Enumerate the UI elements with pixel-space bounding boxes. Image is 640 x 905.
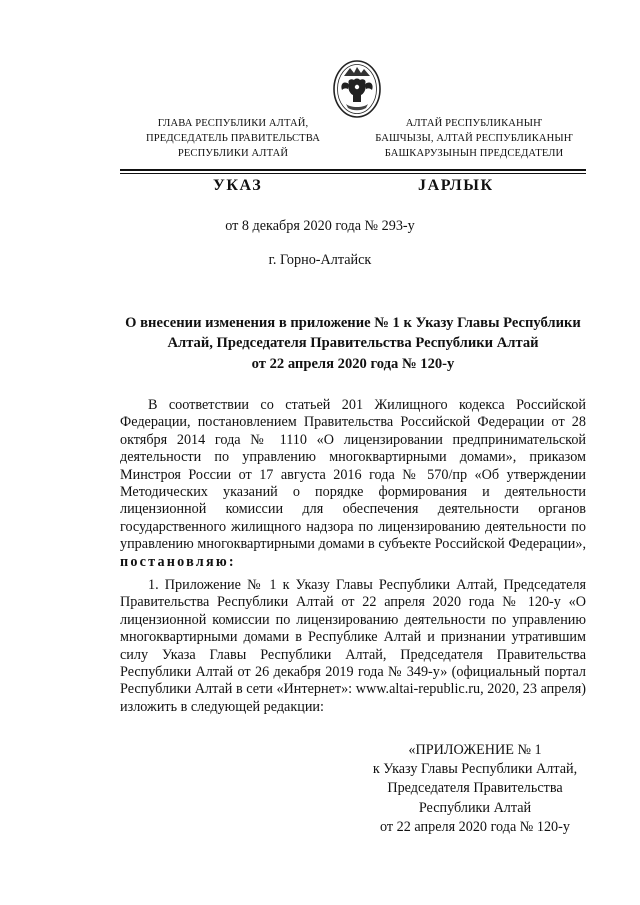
appendix-line-3: Председателя Правительства [387,780,563,797]
issuer-russian-line-2: ПРЕДСЕДАТЕЛЬ ПРАВИТЕЛЬСТВА [146,132,320,144]
appendix-line-1: «ПРИЛОЖЕНИЕ № 1 [408,742,542,758]
decree-place: г. Горно-Алтайск [268,252,372,268]
issuer-russian-line-3: РЕСПУБЛИКИ АЛТАЙ [177,147,289,159]
issuer-name-altai [356,117,592,161]
appendix-heading [352,741,598,837]
decree-title-line-3: от 22 апреля 2020 года № 120-у [251,355,455,372]
appendix-line-4: Республики Алтай [418,799,532,816]
issuer-name-russian [124,117,342,161]
header-divider-thin [120,173,586,174]
clause-1-paragraph [120,577,586,716]
decree-date-number: от 8 декабря 2020 года № 293-у [225,218,415,234]
appendix-line-2: к Указу Главы Республики Алтай, [372,761,578,778]
doc-type-russian: УКАЗ [213,177,263,194]
decree-title [100,313,606,374]
issuer-altai-line-3: БАШКАРУЗЫНЫН ПРЕДСЕДАТЕЛИ [384,147,564,159]
issuer-altai-line-1: АЛТАЙ РЕСПУБЛИКАНЫҤ [405,118,543,129]
doc-type-altai: JАРЛЫК [418,177,494,194]
coat-of-arms-icon [331,58,383,120]
decree-title-line-2: Алтай, Председателя Правительства Республики Алтай [167,335,539,352]
preamble-text: В соответствии со статьей 201 Жилищного кодекса Российской Федерации, постановлением Правительства Российской Федерации от 28 октября 2014 года № 1110 «О лицензировании предпринимательской деятельности по управлению многоквартирными домами», приказом Минстроя России от 17 августа 2016 года № 570/пр «Об утверждении Методических указаний о порядке формирования и деятельности лицензионной комиссии для обеспечения деятельности органов государственного жилищного надзора по лицензированию деятельности по управлению многоквартирными домами в субъекте Российской Федерации», [120,397,586,553]
header-divider-thick [120,169,586,171]
clause-1-text: 1. Приложение № 1 к Указу Главы Республики Алтай, Председателя Правительства Республики Алтай от 22 апреля 2020 года № 120-у «О лицензионной комиссии по лицензированию деятельности по управлению многоквартирными домами в Республике Алтай и признании утратившим силу Указа Главы Республики Алтай, Председателя Правительства Республики Алтай от 26 декабря 2019 года № 349-у» (официальный портал Республики Алтай в сети «Интернет»: www.altai-republic.ru, 2020, 23 апреля) изложить в следующей редакции: [120,577,586,715]
appendix-line-5: от 22 апреля 2020 года № 120-у [380,818,570,835]
issuer-russian-line-1: ГЛАВА РЕСПУБЛИКИ АЛТАЙ, [157,118,309,129]
decree-title-line-1: О внесении изменения в приложение № 1 к Указу Главы Республики [125,315,581,331]
decree-operative-word: постановляю: [120,553,236,570]
issuer-altai-line-2: БАШЧЫЗЫ, АЛТАЙ РЕСПУБЛИКАНЫҤ [375,132,573,144]
preamble-paragraph [120,397,586,571]
